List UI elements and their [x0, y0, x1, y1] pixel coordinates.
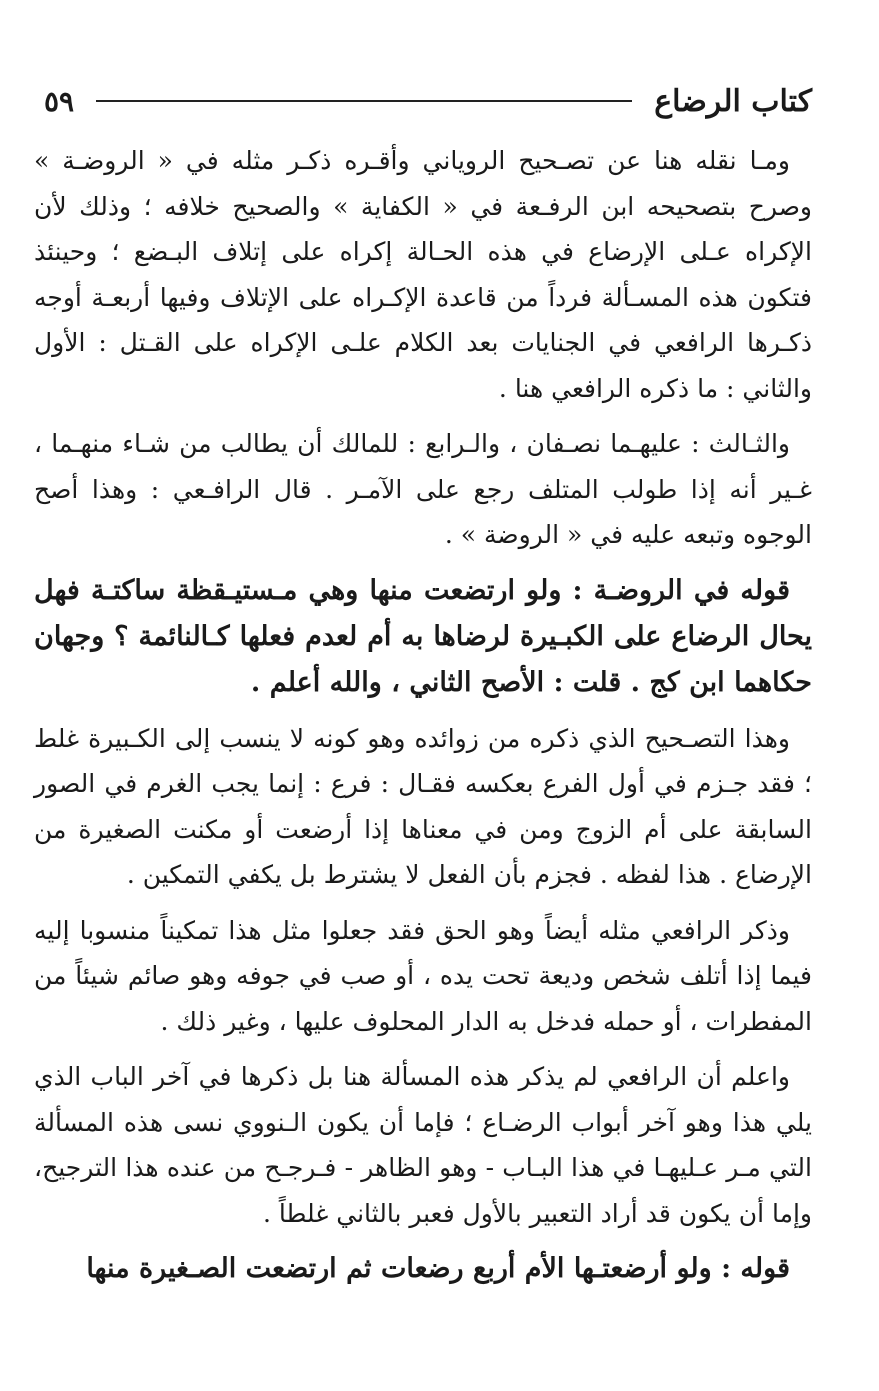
chapter-title: كتاب الرضاع	[654, 83, 812, 119]
paragraph: والثـالث : عليهـما نصـفان ، والـرابع : للمالك أن يطالب من شـاء منهـما ، غـير أنه إذا طولب المتلف رجع على الآمـر . قال الرافـعي : وهذا أصح الوجوه وتبعه عليه في « الروضة » .	[34, 429, 812, 549]
quoted-heading: قوله : ولو أرضعتـها الأم أربع رضعات ثم ارتضعت الصـغيرة منها	[86, 1253, 790, 1284]
paragraph: وذكر الرافعي مثله أيضاً وهو الحق فقد جعلوا مثل هذا تمكيناً منسوبا إليه فيما إذا أتلف شخص وديعة تحت يده ، أو صب في جوفه وهو صائم شيئاً من المفطرات ، أو حمله فدخل به الدار المحلوف عليها ، وغير ذلك .	[34, 915, 812, 1036]
paragraph: ومـا نقله هنا عن تصـحيح الروياني وأقـره ذكـر مثله في « الروضـة » وصرح بتصحيحه ابن الرفـعة في « الكفاية » والصحيح خلافه ؛ وذلك لأن الإكراه عـلى الإرضاع في هذه الحـالة إكراه على إتلاف البـضع ؛ وحينئذ فتكون هذه المسـألة فرداً من قاعدة الإكـراه على الإتلاف وفيها أربعـة أوجه ذكـرها الرافعي في الجنايات بعد الكلام علـى الإكراه على القـتل : الأول والثاني : ما ذكره الرافعي هنا .	[34, 146, 812, 403]
paragraph: وهذا التصـحيح الذي ذكره من زوائده وهو كونه لا ينسب إلى الكـبيرة غلط ؛ فقد جـزم في أول الفرع بعكسه فقـال : فرع : إنما يجب الغرم في الصور السابقة على أم الزوج ومن في معناها إذا أرضعت أو مكنت الصغيرة من الإرضاع . هذا لفظه . فجزم بأن الفعل لا يشترط بل يكفي التمكين .	[34, 723, 812, 889]
page-number: ٥٩	[44, 84, 75, 118]
paragraph: واعلم أن الرافعي لم يذكر هذه المسألة هنا بل ذكرها في آخر الباب الذي يلي هذا وهو آخر أبواب الرضـاع ؛ فإما أن يكون الـنووي نسى هذه المسألة التي مـر عـليهـا في هذا البـاب - وهو الظاهر - فـرجـح من عنده هذا الترجيح، وإما أن يكون قد أراد التعبير بالأول فعبر بالثاني غلطاً .	[34, 1062, 812, 1228]
running-header	[34, 78, 812, 124]
book-page	[34, 78, 812, 1292]
quoted-heading: قوله في الروضـة : ولو ارتضعت منها وهي مـستيـقظة ساكتـة فهل يحال الرضاع على الكبـيرة لرضاها به أم لعدم فعلها كـالنائمة ؟ وجهان حكاهما ابن كج . قلت : الأصح الثاني ، والله أعلم .	[34, 574, 812, 698]
header-rule	[96, 100, 632, 102]
